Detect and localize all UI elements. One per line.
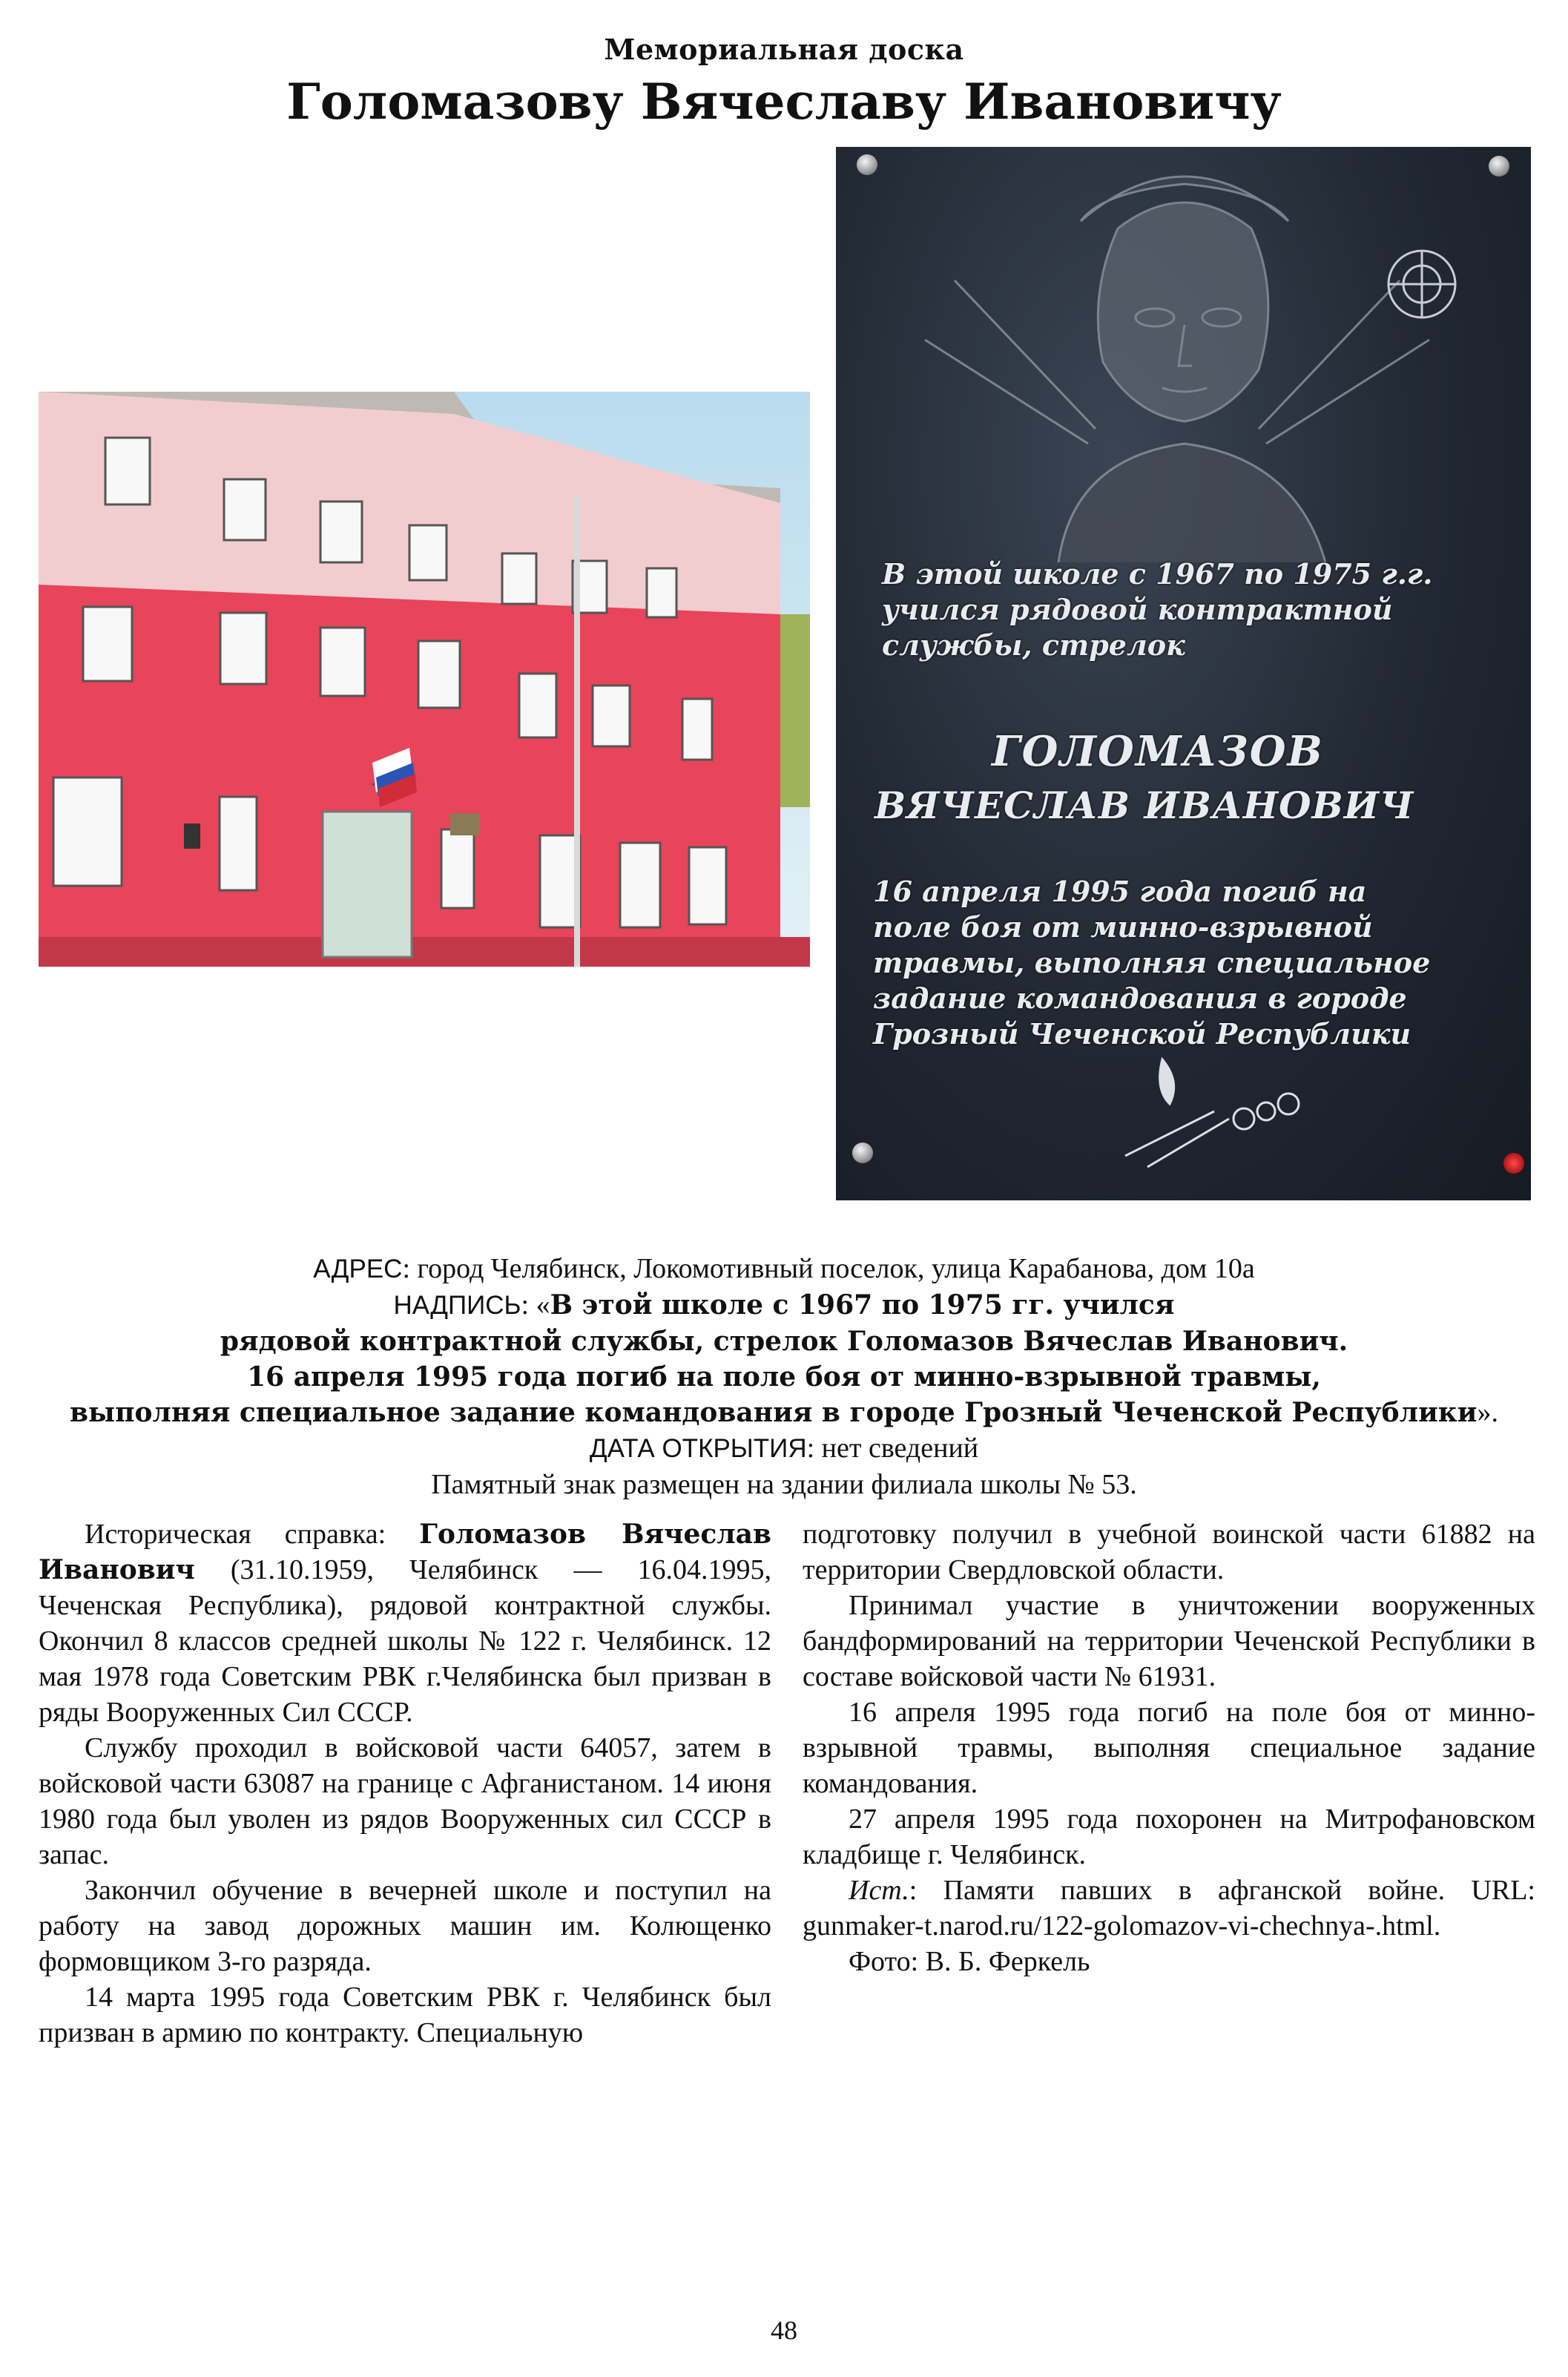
plaque-surname: ГОЛОМАЗОВ [992, 727, 1324, 776]
inscription-line: рядовой контрактной службы, стрелок Голомазов Вячеслав Иванович. [220, 1326, 1348, 1357]
memorial-plaque-photo [836, 147, 1531, 1200]
opening-date-line: ДАТА ОТКРЫТИЯ: нет сведений [589, 1433, 979, 1464]
body-column-left [39, 1516, 771, 2051]
inscription-line: 16 апреля 1995 года погиб на поле боя от минно-взрывной травмы, [247, 1361, 1321, 1393]
portrait-engraving [836, 147, 1531, 562]
body-column-right [803, 1516, 1535, 1979]
paragraph: Службу проходил в войсковой части 64057, затем в войсковой части 63087 на границе с Афганистаном. 14 июня 1980 года был уволен из рядов Вооруженных сил СССР в запас. [39, 1732, 771, 1870]
flame-flowers-icon [1103, 1045, 1311, 1171]
paragraph: 16 апреля 1995 года погиб на поле боя от минно-взрывной травмы, выполняя специальное задание командования. [803, 1697, 1535, 1799]
screw-icon [857, 154, 877, 175]
placement-line: Памятный знак размещен на здании филиала школы № 53. [431, 1469, 1137, 1500]
emblem-icon [1389, 251, 1455, 318]
screw-icon [852, 1143, 873, 1163]
inscription-line: выполняя специальное задание командования в городе Грозный Чеченской Республики [70, 1397, 1478, 1428]
paragraph: Закончил обучение в вечерней школе и поступил на работу на завод дорожных машин им. Колющенко формовщиком 3-го разряда. [39, 1875, 771, 1977]
plaque-text-death: 16 апреля 1995 года погиб на поле боя от минно-взрывной травмы, выполняя специальное задание командования в городе Грозный Чеченской Республики [873, 875, 1431, 1051]
memorial-details: АДРЕС: город Челябинск, Локомотивный поселок, улица Карабанова, дом 10а НАДПИСЬ: «В этой школе с 1967 по 1975 гг. учился рядовой контрактной службы, стрелок Голомазов Вячеслав Иванович. 16 апреля 1995 года погиб на поле боя от минно-взрывной травмы, выполняя специальное задание командования в городе Грозный Чеченской Республики». ДАТА ОТКРЫТИЯ: нет сведений Памятный знак размещен на здании филиала школы № 53. [45, 1251, 1523, 1502]
screw-icon [1503, 1153, 1524, 1174]
paragraph: Принимал участие в уничтожении вооруженных бандформирований на территории Чеченской Республики в составе войсковой части № 61931. [803, 1590, 1535, 1692]
plaque-given-names: ВЯЧЕСЛАВ ИВАНОВИЧ [874, 783, 1414, 827]
screw-icon [1489, 156, 1509, 177]
paragraph: Историческая справка: Голомазов Вячеслав Иванович (31.10.1959, Челябинск — 16.04.1995, Чеченская Республика), рядовой контрактной службы. Окончил 8 классов средней школы № 122 г. Челябинск. 12 мая 1978 года Советским РВК г.Челябинска был призван в ряды Вооруженных Сил СССР. [39, 1519, 771, 1728]
school-building-photo [39, 392, 810, 967]
address-line: АДРЕС: город Челябинск, Локомотивный поселок, улица Карабанова, дом 10а [313, 1253, 1255, 1284]
paragraph: 14 марта 1995 года Советским РВК г. Челябинск был призван в армию по контракту. Специальную [39, 1982, 771, 2048]
source-paragraph: Ист.: Памяти павших в афганской войне. URL: gunmaker-t.narod.ru/122-golomazov-vi-chechnya-.html. [803, 1875, 1535, 1942]
inscription-line: НАДПИСЬ: «В этой школе с 1967 по 1975 гг. учился [393, 1289, 1175, 1321]
plaque-text-school: В этой школе с 1967 по 1975 г.г. учился рядовой контрактной службы, стрелок [882, 557, 1433, 662]
page-kicker: Мемориальная доска [604, 33, 964, 66]
page-title: Голомазову Вячеславу Ивановичу [286, 73, 1282, 131]
photo-credit: Фото: В. Б. Феркель [849, 1946, 1090, 1977]
paragraph: подготовку получил в учебной воинской части 61882 на территории Свердловской области. [803, 1519, 1535, 1585]
paragraph: 27 апреля 1995 года похоронен на Митрофановском кладбище г. Челябинск. [803, 1804, 1535, 1870]
page-number: 48 [771, 2315, 797, 2345]
